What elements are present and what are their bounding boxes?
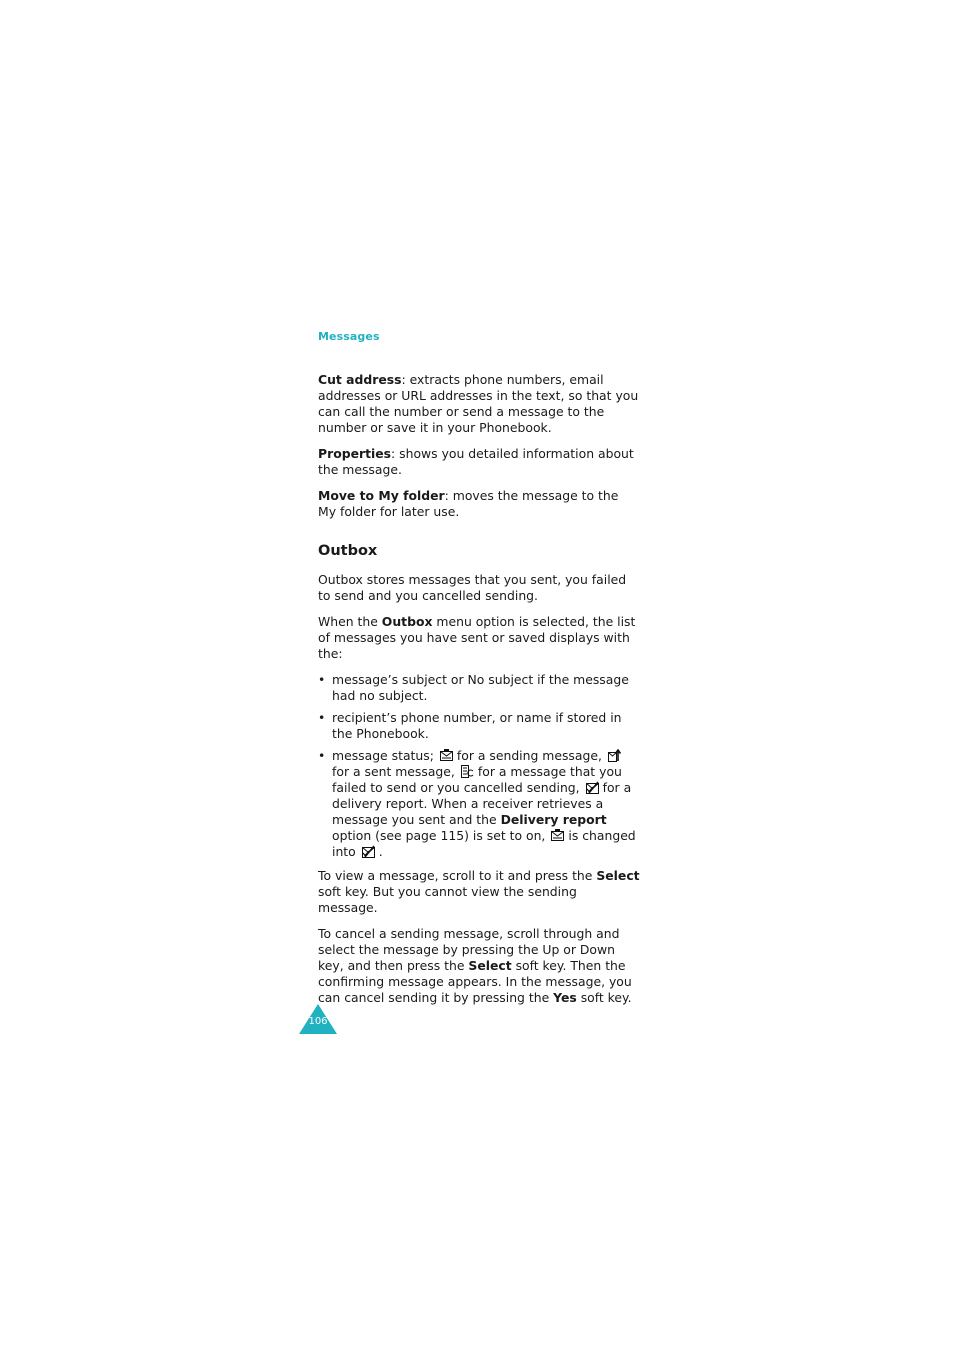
page-content: [318, 372, 640, 1016]
outbox-list-fields: [318, 672, 640, 860]
cancel-instructions: To cancel a sending message, scroll through and select the message by pressing the Up or Down key, and then press the Select soft key. Then the confirming message appears. In the message, you can cancel sending it by pressing the Yes soft key.: [318, 926, 632, 1005]
delivery-report-icon: [586, 781, 599, 794]
option-cut-address: [318, 372, 640, 436]
option-desc: : moves the message to the My folder for later use.: [318, 488, 619, 519]
delivery-report-icon: [362, 845, 375, 858]
option-term: Move to My folder: [318, 488, 445, 503]
option-desc: : shows you detailed information about the message.: [318, 446, 634, 477]
envelope-sending-icon: [440, 749, 453, 762]
page-number: 106: [308, 1016, 328, 1027]
envelope-failed-icon: [461, 765, 474, 778]
view-instructions: To view a message, scroll to it and press the Select soft key. But you cannot view the sending message.: [318, 868, 640, 915]
option-move-to-folder: [318, 488, 640, 520]
option-term: Cut address: [318, 372, 402, 387]
outbox-when: When the Outbox menu option is selected, the list of messages you have sent or saved displays with the:: [318, 614, 636, 661]
option-term: Properties: [318, 446, 392, 461]
outbox-intro: Outbox stores messages that you sent, you failed to send and you cancelled sending.: [318, 572, 627, 603]
section-title: Outbox: [318, 543, 378, 559]
envelope-sent-icon: [608, 749, 621, 762]
option-desc: : extracts phone numbers, email addresses or URL addresses in the text, so that you can call the number or send a message to the number or save it in your Phonebook.: [318, 372, 639, 435]
option-properties: [318, 446, 640, 478]
page-number-tab: [298, 1003, 338, 1035]
list-item: • message’s subject or No subject if the message had no subject.: [318, 672, 640, 704]
section-header: Messages: [318, 330, 380, 343]
list-item: • recipient’s phone number, or name if stored in the Phonebook.: [318, 710, 640, 742]
list-item: • message status; for a sending message, for a sent message, for a message that you failed to send or you cancelled sending, for a delivery report. When a receiver retrieves a message you sent and the Delivery report option (see page 115) is set to on, is changed into .: [318, 748, 640, 860]
envelope-sending-icon: [551, 829, 564, 842]
